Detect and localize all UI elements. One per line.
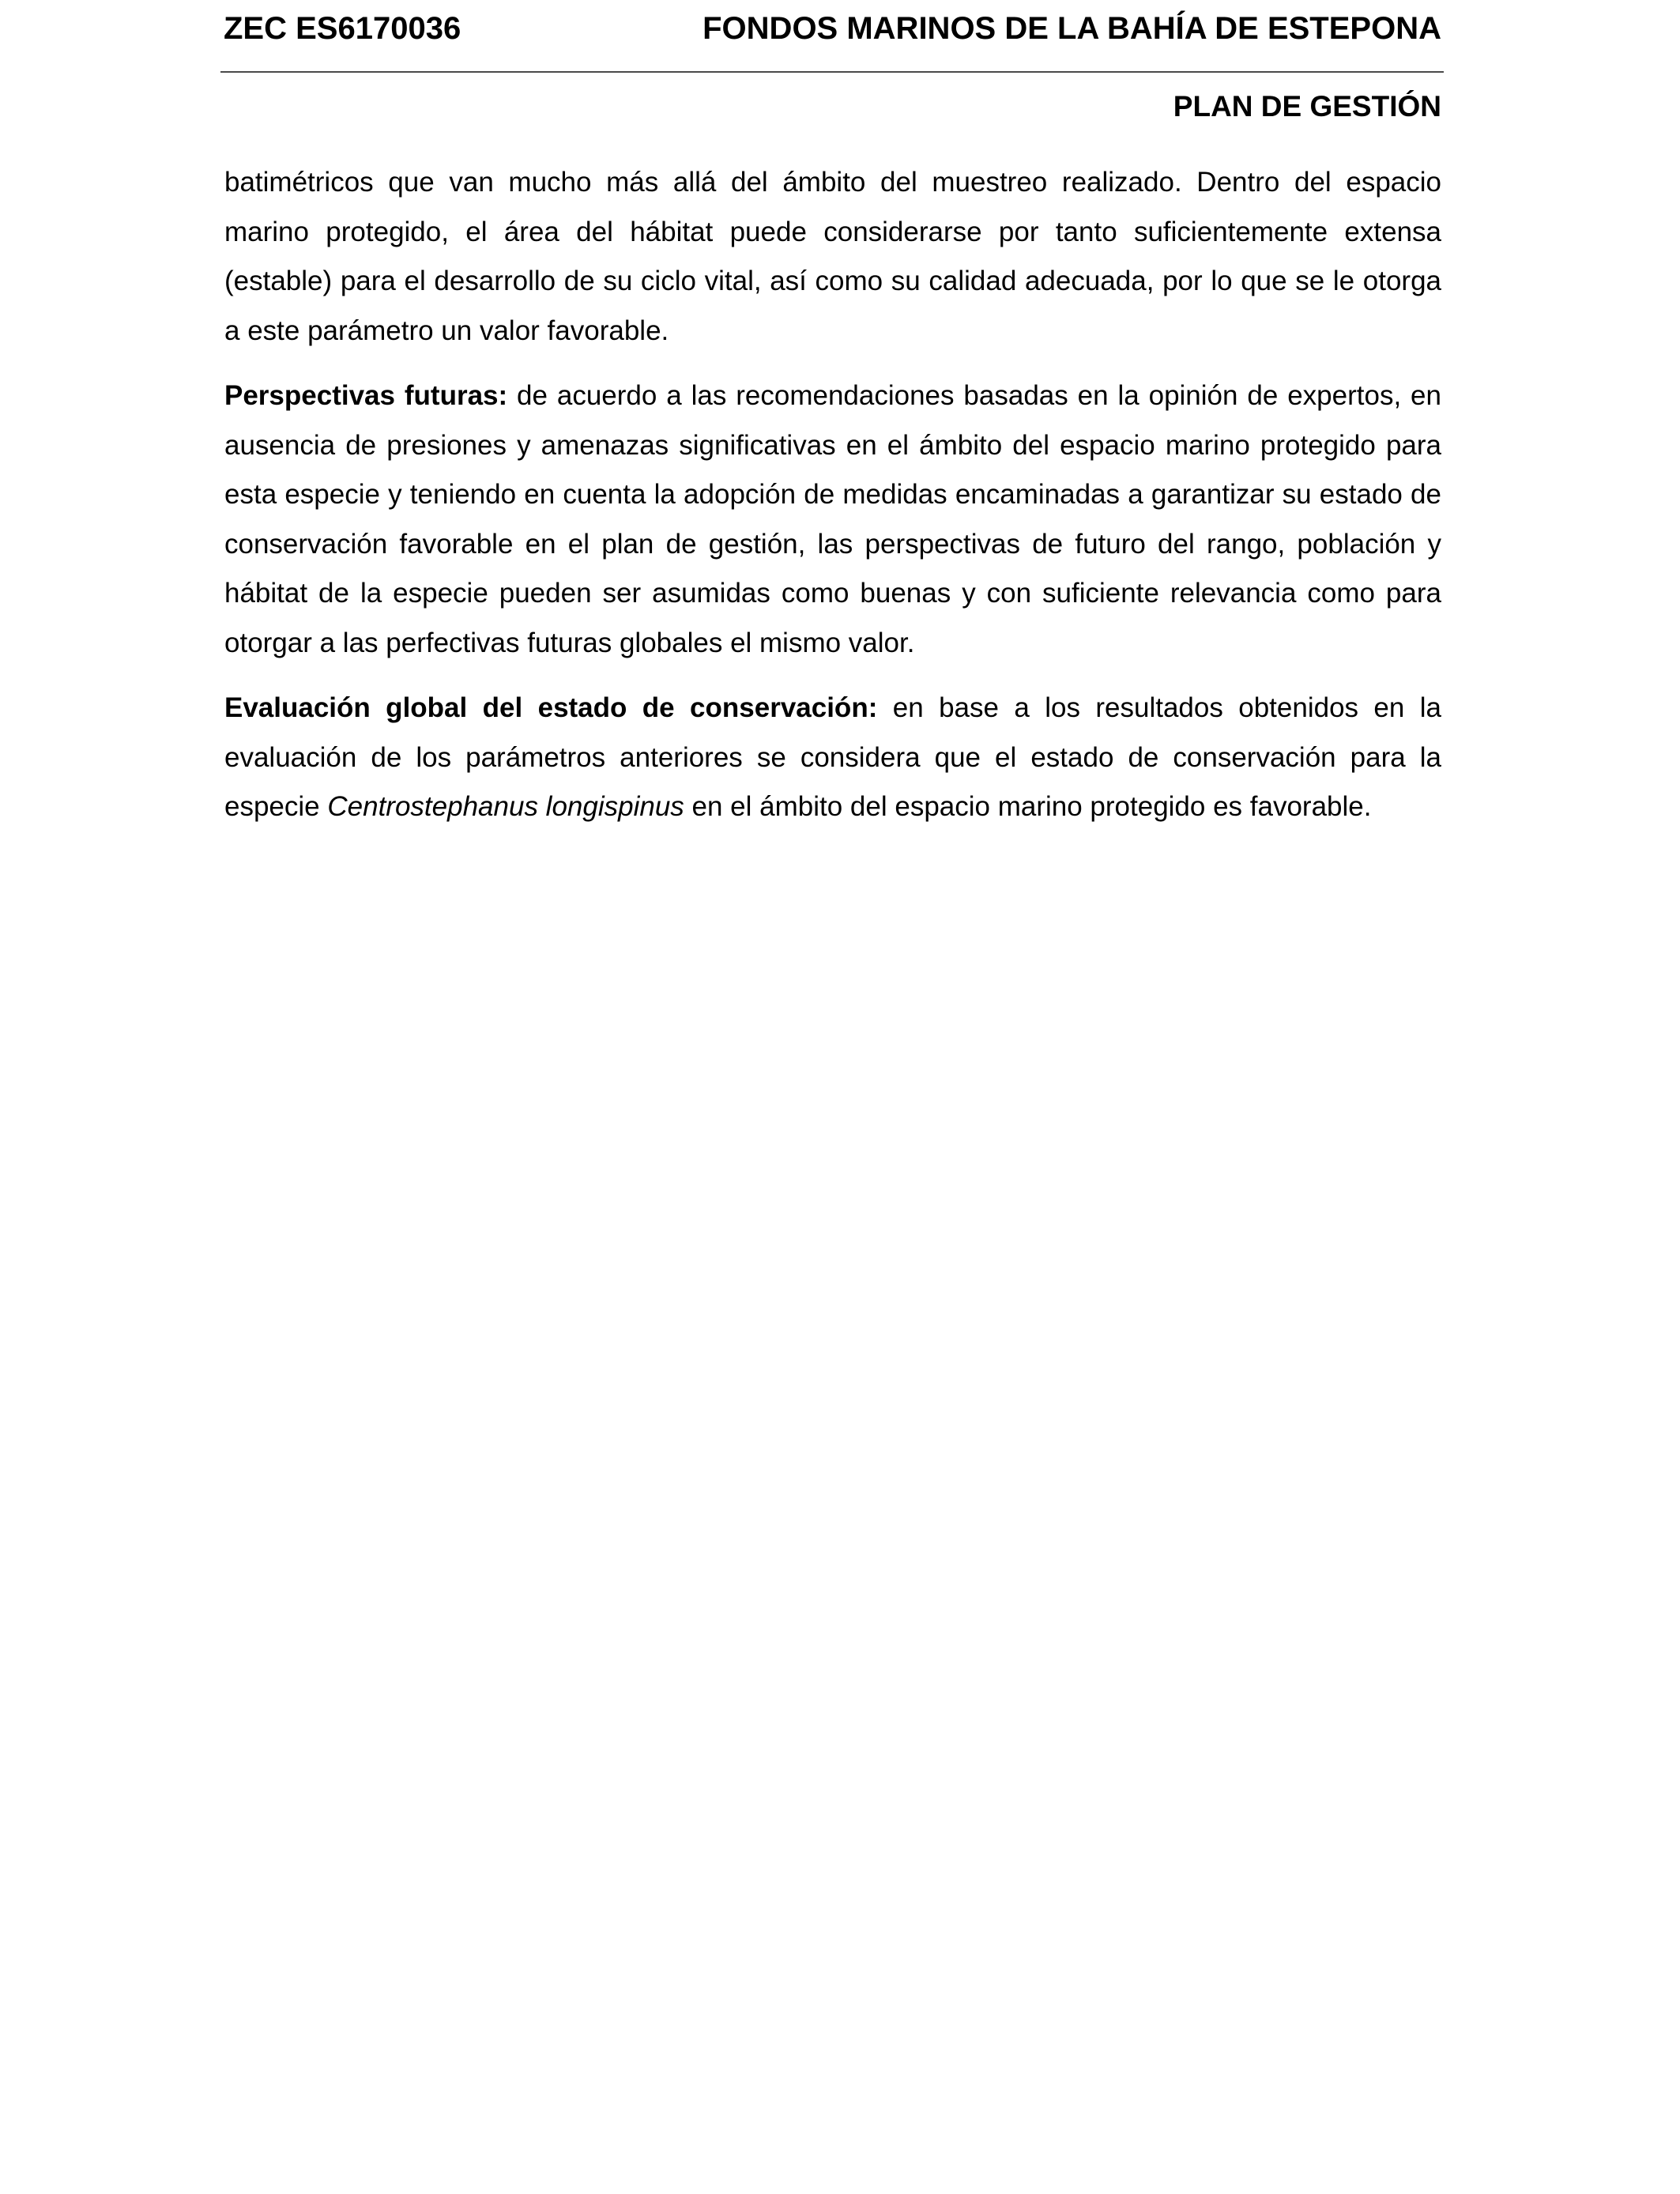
- paragraph-global-evaluation: [224, 684, 1441, 832]
- paragraph-text-perspectives: de acuerdo a las recomendaciones basadas en la opinión de expertos, en ausencia de presiones y amenazas significativas en el ámbito del espacio marino protegido para esta especie y teniendo en cuenta la adopción de medidas encaminadas a garantizar su estado de conservación favorable en el plan de gestión, las perspectivas de futuro del rango, población y hábitat de la especie pueden ser asumidas como buenas y con suficiente relevancia como para otorgar a las perfectivas futuras globales el mismo valor.: [224, 380, 1441, 658]
- document-body: [224, 158, 1441, 848]
- header-divider: [220, 71, 1444, 73]
- page-header: [224, 0, 1441, 76]
- species-name: Centrostephanus longispinus: [327, 791, 684, 822]
- section-title: PLAN DE GESTIÓN: [1173, 90, 1441, 123]
- site-code: ZEC ES6170036: [224, 11, 461, 46]
- paragraph-lead-global-evaluation: Evaluación global del estado de conservación:: [224, 692, 878, 723]
- paragraph-perspectives: [224, 371, 1441, 668]
- paragraph-text-global-evaluation-end: en el ámbito del espacio marino protegido es favorable.: [684, 791, 1372, 822]
- site-name: FONDOS MARINOS DE LA BAHÍA DE ESTEPONA: [703, 11, 1441, 46]
- paragraph-lead-perspectives: Perspectivas futuras:: [224, 380, 508, 411]
- paragraph-text-global-evaluation: en base a los resultados obtenidos en la evaluación de los parámetros anteriores se considera que el estado de conservación para la especie: [224, 692, 1441, 822]
- paragraph-habitat: batimétricos que van mucho más allá del ámbito del muestreo realizado. Dentro del espacio marino protegido, el área del hábitat puede considerarse por tanto suficientemente extensa (estable) para el desarrollo de su ciclo vital, así como su calidad adecuada, por lo que se le otorga a este parámetro un valor favorable.: [224, 167, 1441, 346]
